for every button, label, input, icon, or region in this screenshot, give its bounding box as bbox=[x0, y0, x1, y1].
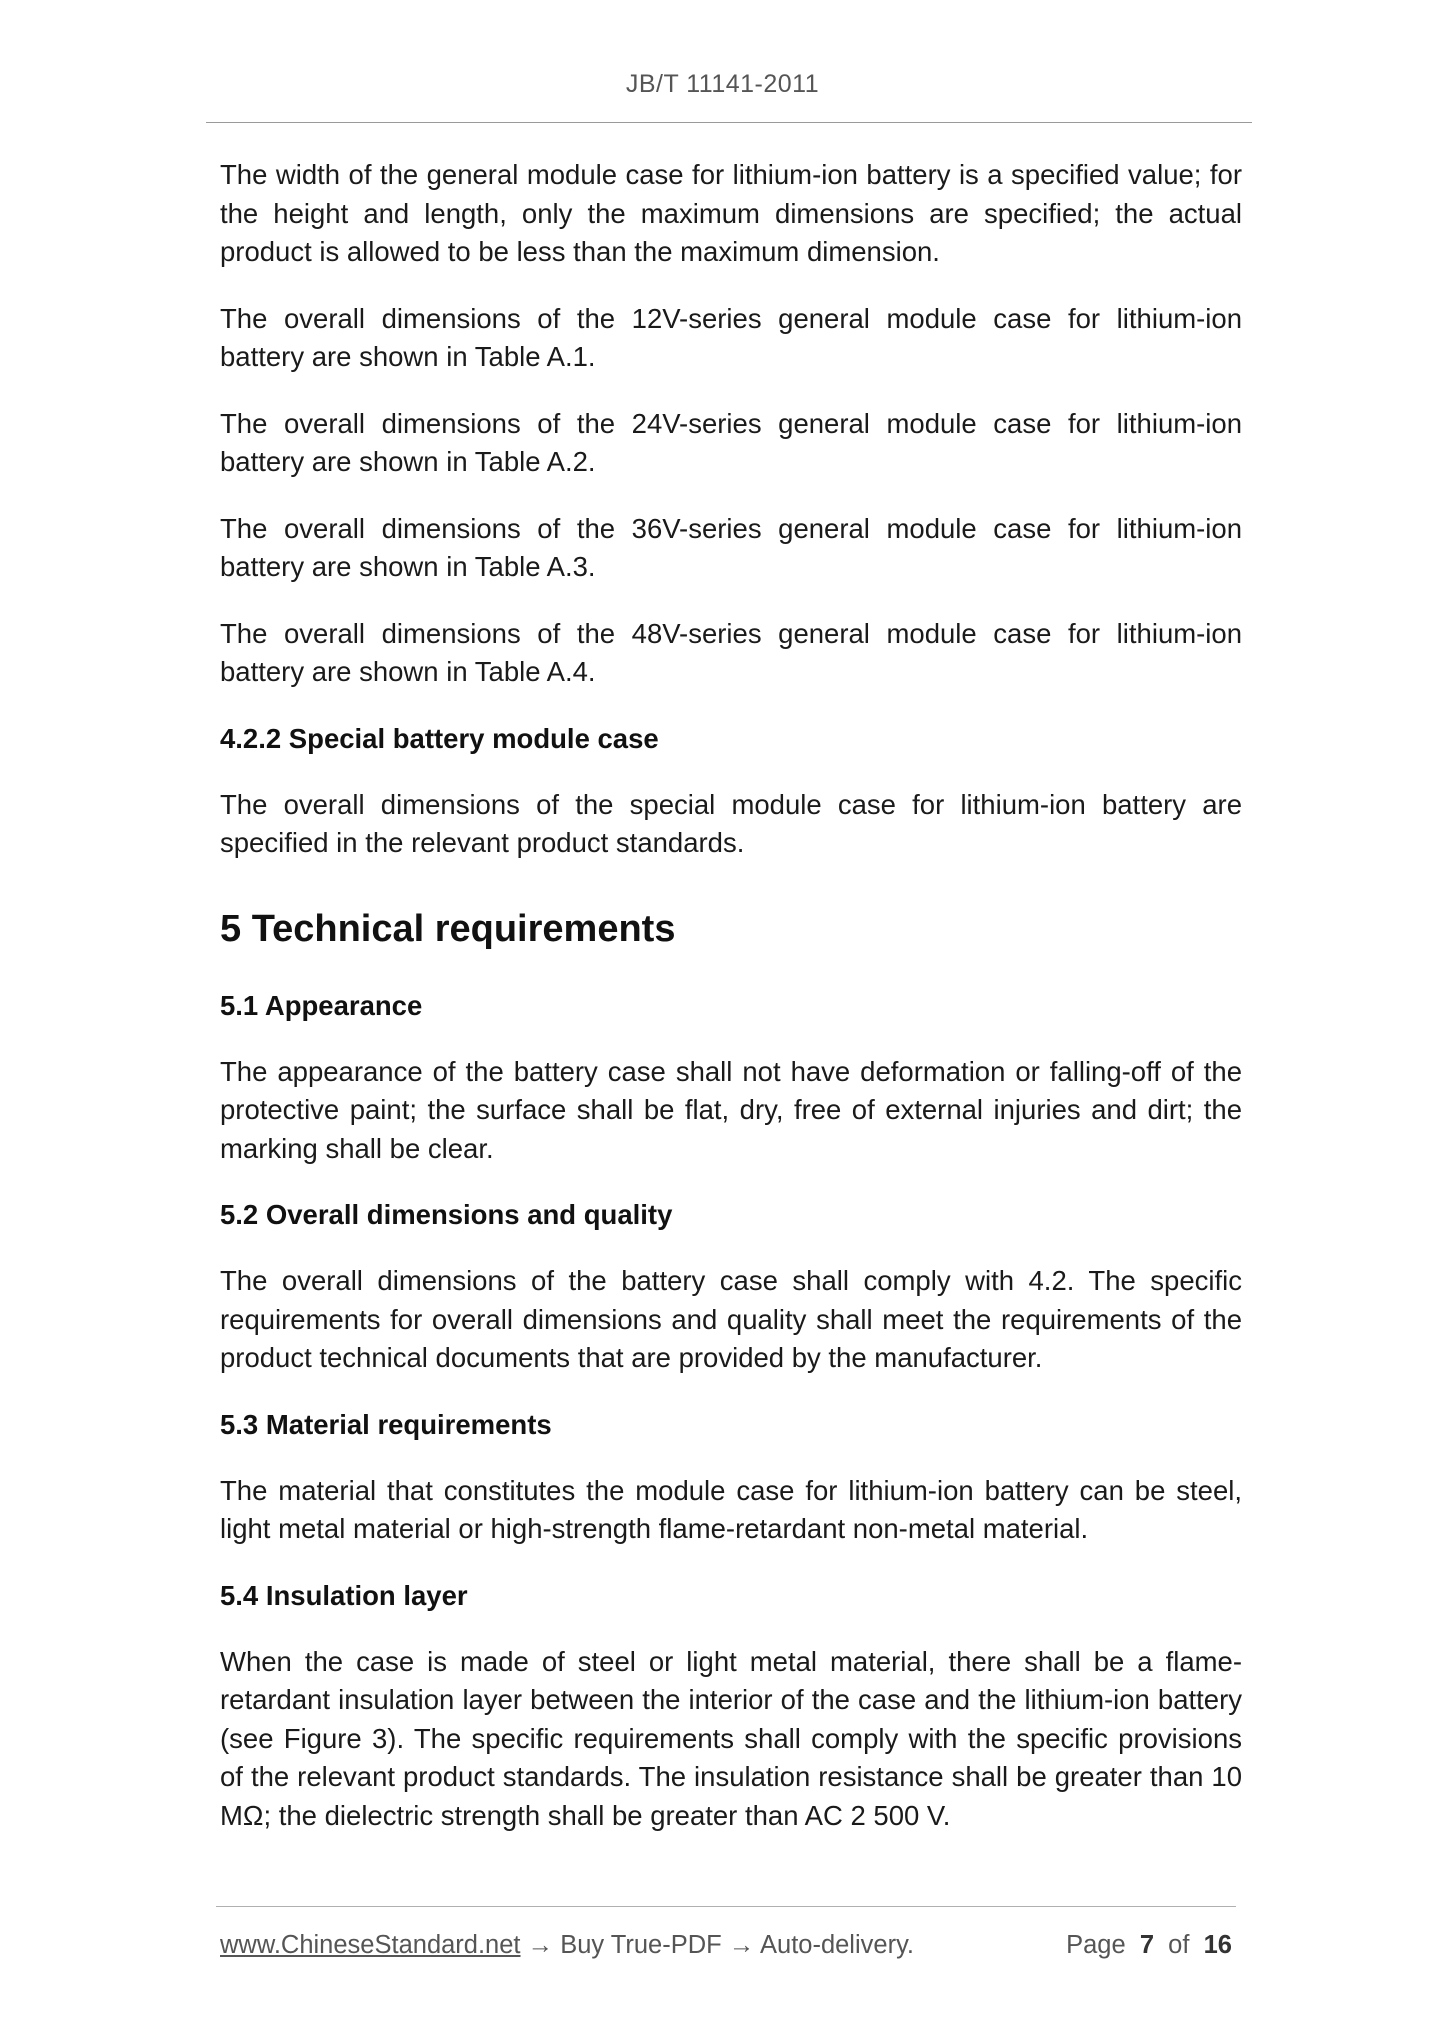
paragraph-dimensions-quality: The overall dimensions of the battery case shall comply with 4.2. The specific requirements for overall dimensions and quality shall meet the requirements of the product technical documents that are provided by the manufacturer. bbox=[220, 1265, 1242, 1373]
site-link[interactable]: www.ChineseStandard.net bbox=[220, 1931, 521, 1959]
page-label: Page bbox=[1066, 1931, 1126, 1959]
paragraph-material: The material that constitutes the module case for lithium-ion battery can be steel, light metal material or high-strength flame-retardant non-metal material. bbox=[220, 1474, 1242, 1544]
paragraph-12v-series: The overall dimensions of the 12V-series general module case for lithium-ion battery are shown in Table A.1. bbox=[220, 302, 1242, 372]
arrow-icon-2: → bbox=[721, 1931, 760, 1959]
running-header: JB/T 11141-2011 bbox=[625, 70, 820, 98]
paragraph-insulation: When the case is made of steel or light metal material, there shall be a flame-retardant insulation layer between the interior of the case and the lithium-ion battery (see Figure 3). The specific requirements shall comply with the specific provisions of the relevant product standards. The insulation resistance shall be greater than 10 MΩ; the dielectric strength shall be greater than AC 2 500 V. bbox=[220, 1645, 1242, 1831]
paragraph-appearance: The appearance of the battery case shall not have deformation or falling-off of the protective paint; the surface shall be flat, dry, free of external injuries and dirt; the marking shall be clear. bbox=[220, 1055, 1242, 1164]
paragraph-48v-series: The overall dimensions of the 48V-series general module case for lithium-ion battery are shown in Table A.4. bbox=[220, 617, 1242, 687]
heading-5-1: 5.1 Appearance bbox=[220, 989, 423, 1021]
paragraph-24v-series: The overall dimensions of the 24V-series general module case for lithium-ion battery are shown in Table A.2. bbox=[220, 407, 1242, 477]
footer-divider bbox=[216, 1906, 1236, 1907]
buy-text: Buy True-PDF bbox=[560, 1931, 722, 1959]
paragraph-general-width: The width of the general module case for lithium-ion battery is a specified value; for the height and length, only the maximum dimensions are specified; the actual product is allowed to be less than the maximum dimension. bbox=[220, 159, 1242, 267]
of-label: of bbox=[1168, 1931, 1190, 1959]
page-number bbox=[1066, 1928, 1232, 1962]
heading-5-3: 5.3 Material requirements bbox=[220, 1408, 552, 1440]
arrow-icon: → bbox=[520, 1931, 561, 1959]
paragraph-36v-series: The overall dimensions of the 36V-series general module case for lithium-ion battery are shown in Table A.3. bbox=[220, 512, 1242, 582]
header-divider bbox=[206, 122, 1252, 123]
page-current: 7 bbox=[1139, 1931, 1154, 1959]
page-content bbox=[220, 156, 1242, 1863]
heading-5-4: 5.4 Insulation layer bbox=[220, 1579, 468, 1611]
delivery-text: Auto-delivery. bbox=[760, 1931, 915, 1959]
page-total: 16 bbox=[1203, 1931, 1232, 1959]
paragraph-special-case: The overall dimensions of the special module case for lithium-ion battery are specified in the relevant product standards. bbox=[220, 788, 1242, 858]
heading-5-2: 5.2 Overall dimensions and quality bbox=[220, 1199, 673, 1230]
footer-promo bbox=[220, 1928, 914, 1962]
heading-4-2-2: 4.2.2 Special battery module case bbox=[220, 722, 659, 754]
heading-section-5: 5 Technical requirements bbox=[220, 907, 676, 950]
